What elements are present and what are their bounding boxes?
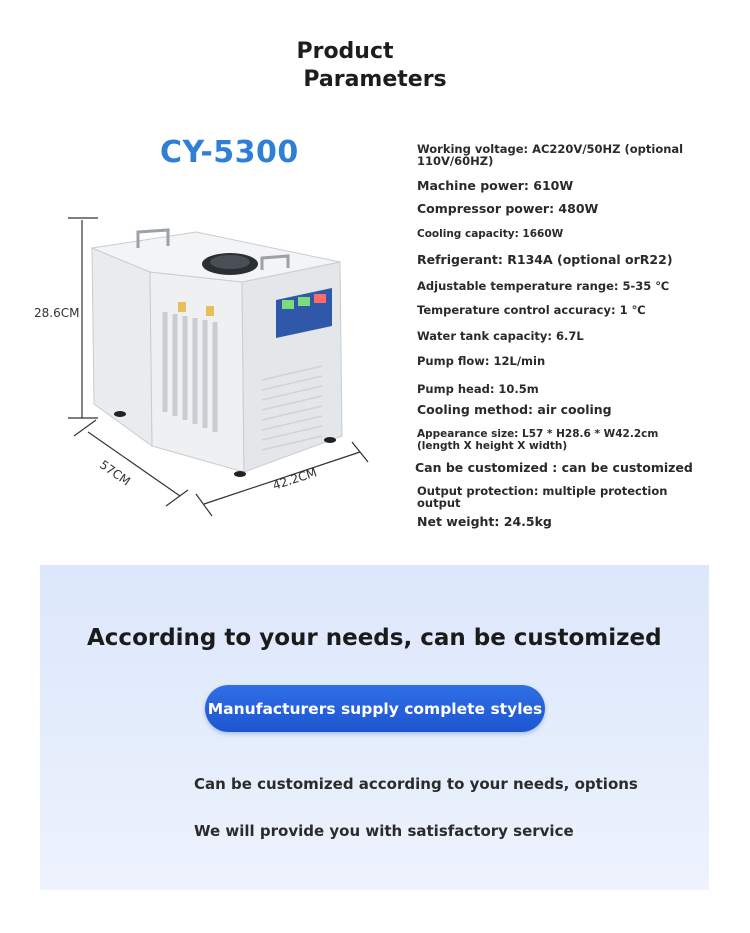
spec-item: Cooling method: air cooling (417, 402, 612, 417)
spec-item: Temperature control accuracy: 1 ℃ (417, 303, 646, 317)
spec-item: Cooling capacity: 1660W (417, 228, 564, 240)
chiller-drawing (0, 200, 400, 530)
spec-item: Adjustable temperature range: 5-35 ℃ (417, 279, 670, 293)
custom-title: According to your needs, can be customized (87, 625, 662, 651)
spec-item: Net weight: 24.5kg (417, 514, 552, 529)
page-heading (0, 38, 750, 94)
heading-line-1: Product (296, 39, 394, 64)
spec-item: Machine power: 610W (417, 178, 574, 193)
manufacturers-button[interactable]: Manufacturers supply complete styles (205, 685, 545, 732)
custom-line-2: We will provide you with satisfactory service (194, 822, 574, 840)
spec-item: Refrigerant: R134A (optional orR22) (417, 252, 673, 267)
chiller-illustration (0, 200, 400, 530)
model-number: CY-5300 (160, 135, 299, 170)
spec-item: Output protection: multiple protection output (417, 484, 668, 510)
spec-item: Pump flow: 12L/min (417, 354, 546, 368)
heading-line-2: Parameters (303, 67, 447, 92)
custom-line-1: Can be customized according to your needs, options (194, 775, 638, 793)
spec-item: Water tank capacity: 6.7L (417, 329, 584, 343)
dimension-height: 28.6CM (34, 306, 80, 320)
spec-item: Working voltage: AC220V/50HZ (optional 110V/60HZ) (417, 142, 684, 168)
dimension-width: 42.2CM (270, 465, 319, 493)
spec-item: Pump head: 10.5m (417, 382, 539, 396)
spec-item: Can be customized : can be customized (415, 460, 693, 475)
spec-item: Appearance size: L57 * H28.6 * W42.2cm (length X height X width) (417, 428, 659, 452)
dimension-depth: 57CM (97, 457, 133, 489)
spec-item: Compressor power: 480W (417, 201, 599, 216)
